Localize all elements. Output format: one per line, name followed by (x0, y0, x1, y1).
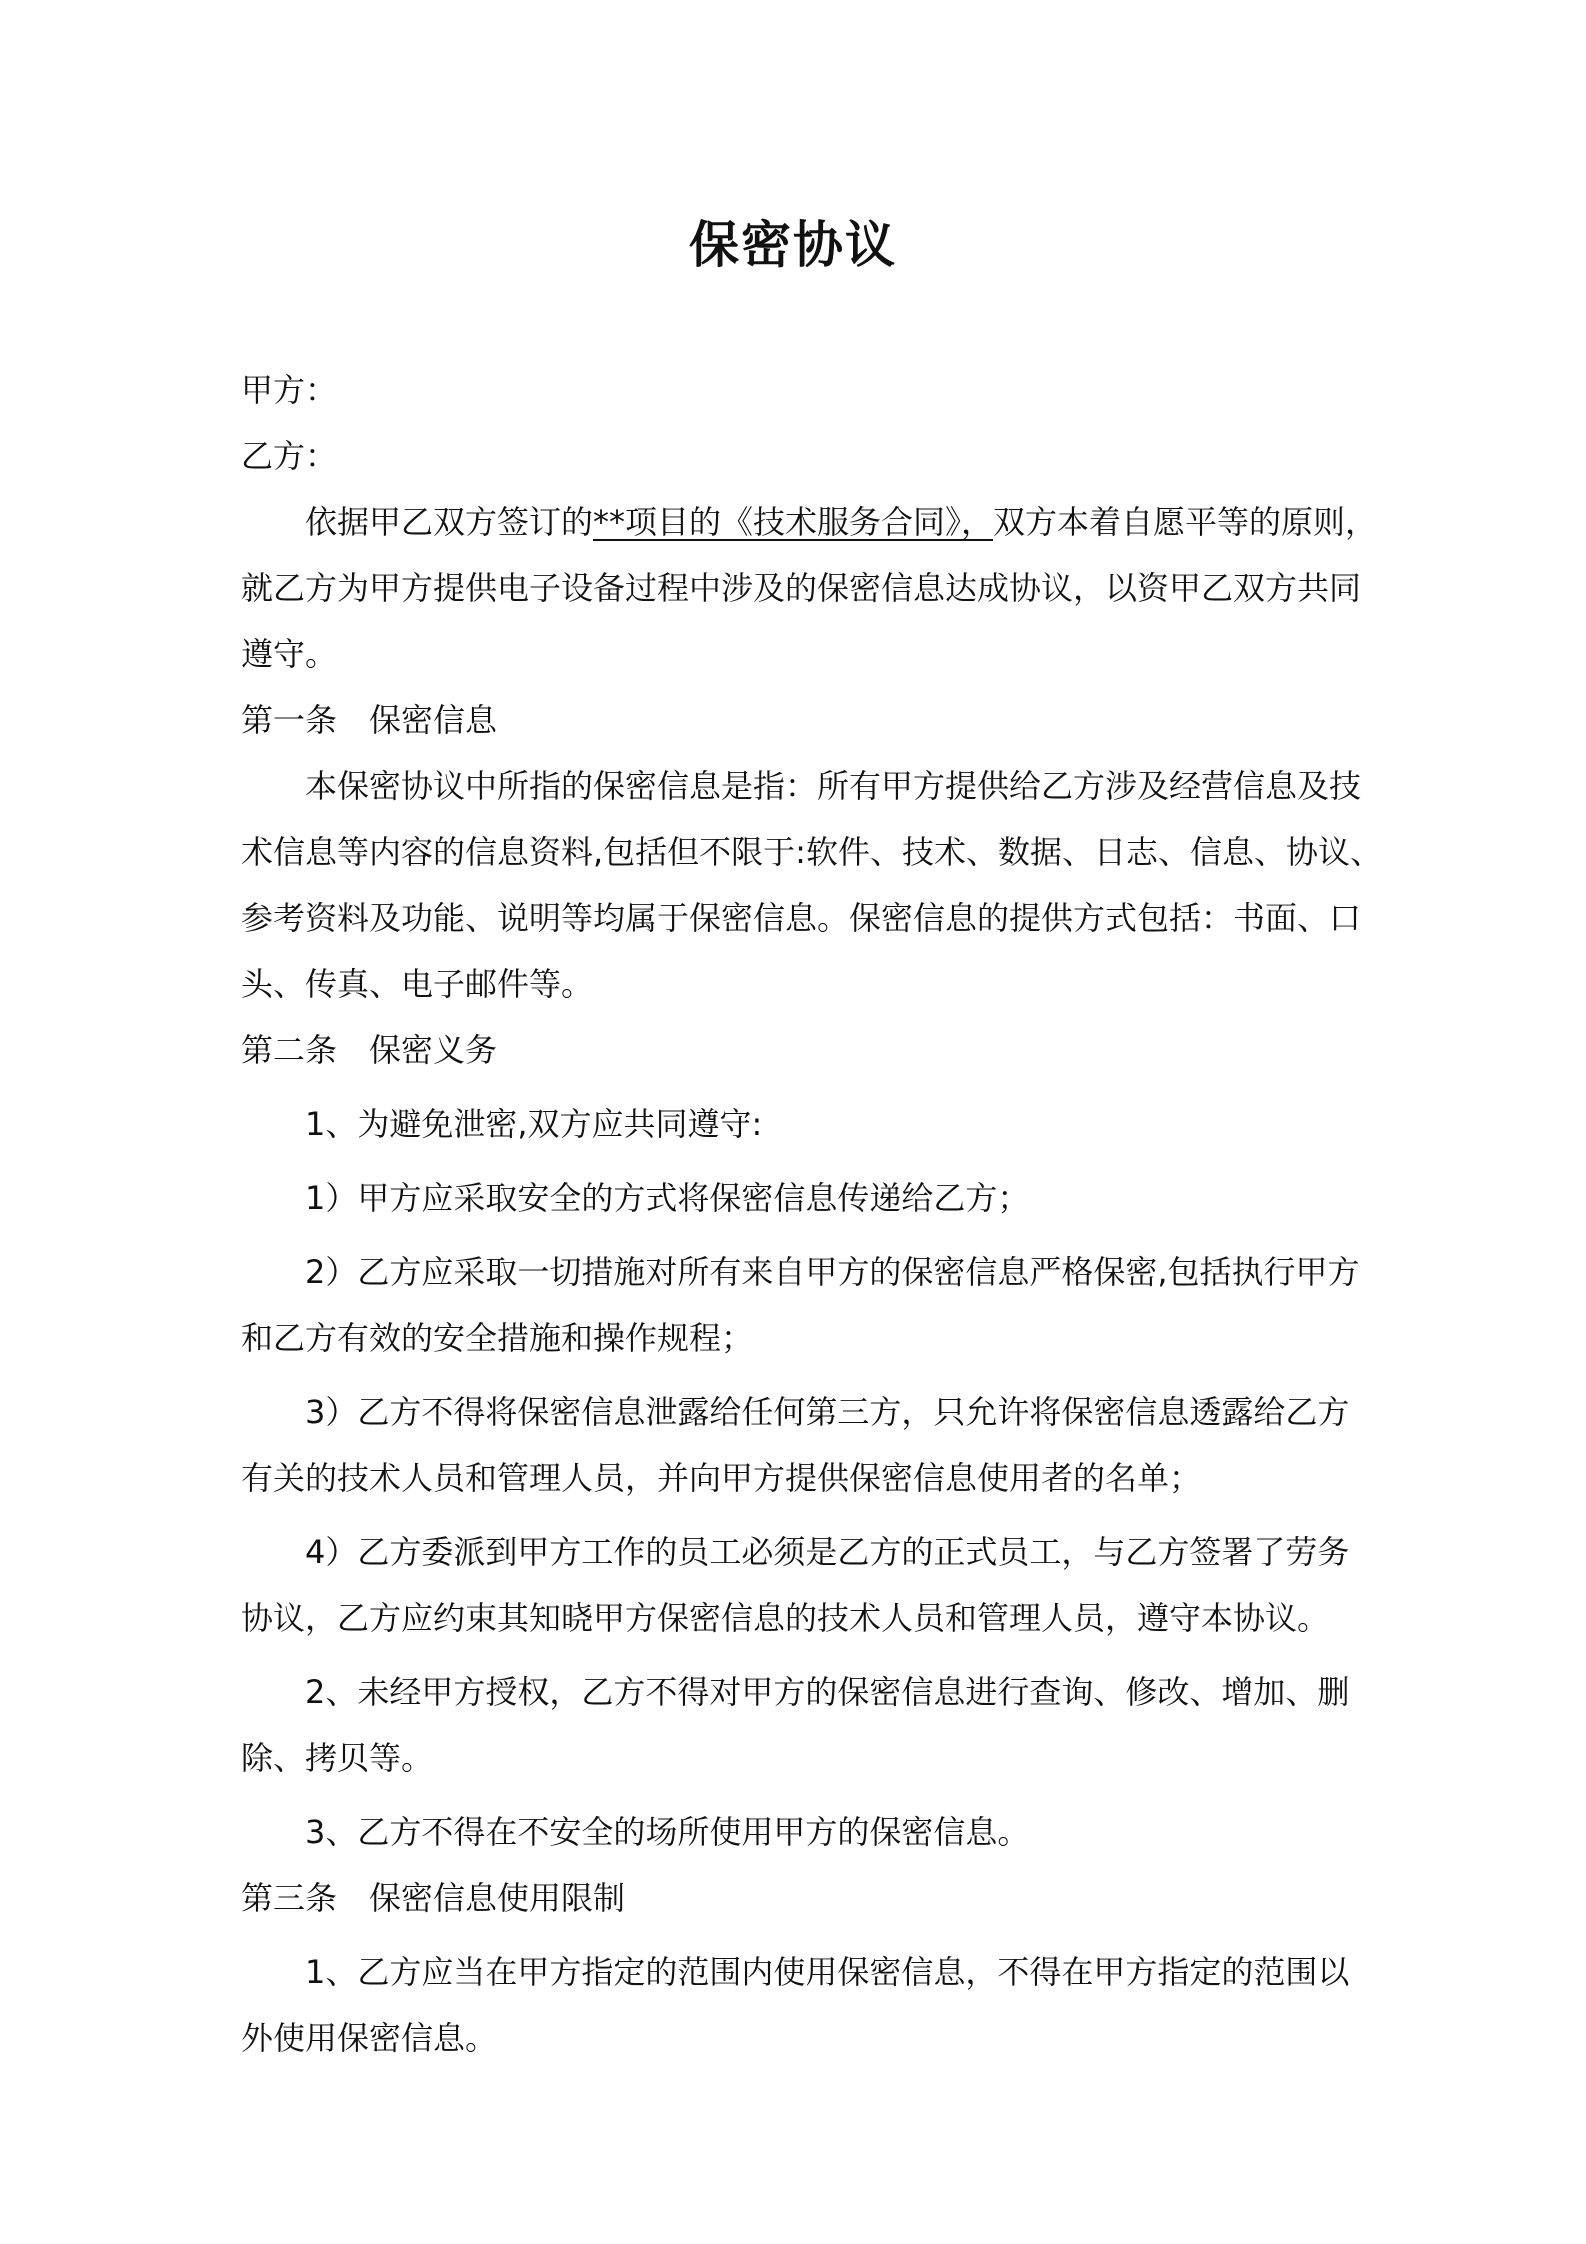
contract-reference: **项目的《技术服务合同》， (593, 503, 994, 541)
document-body (241, 357, 1382, 2071)
article-2-item-2: 2、未经甲方授权，乙方不得对甲方的保密信息进行查询、修改、增加、删 除、拷贝等。 (241, 1673, 1350, 1777)
party-a-label: 甲方： (241, 371, 338, 409)
article-2-sub-3: 3）乙方不得将保密信息泄露给任何第三方，只允许将保密信息透露给乙方 有关的技术人员和管理人员，并向甲方提供保密信息使用者的名单； (241, 1393, 1350, 1497)
article-1-line: 参考资料及功能、说明等均属于保密信息。保密信息的提供方式包括：书面、口 (241, 899, 1362, 937)
article-1-title: 保密信息 (369, 701, 498, 739)
article-2-heading (241, 1017, 1359, 1083)
preamble-line-3: 遵守。 (241, 635, 338, 673)
article-1-line: 头、传真、电子邮件等。 (241, 965, 594, 1003)
article-1-line: 术信息等内容的信息资料,包括但不限于:软件、技术、数据、日志、信息、协议、 (241, 833, 1382, 871)
preamble-line-2: 就乙方为甲方提供电子设备过程中涉及的保密信息达成协议，以资甲乙双方共同 (241, 569, 1362, 607)
party-b-label: 乙方： (241, 437, 338, 475)
article-3-number: 第三条 (241, 1879, 338, 1917)
article-2-number: 第二条 (241, 1031, 338, 1069)
article-2-sub-1: 1）甲方应采取安全的方式将保密信息传递给乙方； (305, 1179, 1030, 1217)
preamble-text-start: 依据甲乙双方签订的 (305, 503, 594, 541)
article-1-paragraph (241, 753, 1382, 1017)
article-2-sub-4: 4）乙方委派到甲方工作的员工必须是乙方的正式员工，与乙方签署了劳务 协议，乙方应约束其知晓甲方保密信息的技术人员和管理人员，遵守本协议。 (241, 1533, 1350, 1637)
article-2-sub-2: 2）乙方应采取一切措施对所有来自甲方的保密信息严格保密,包括执行甲方 和乙方有效的安全措施和操作规程； (241, 1253, 1360, 1357)
article-1-line: 本保密协议中所指的保密信息是指：所有甲方提供给乙方涉及经营信息及技 (305, 767, 1362, 805)
article-1-number: 第一条 (241, 701, 338, 739)
article-2-item-1: 1、为避免泄密,双方应共同遵守: (305, 1105, 763, 1143)
article-2-title: 保密义务 (369, 1031, 498, 1069)
preamble-text-end: 双方本着自愿平等的原则， (993, 503, 1378, 541)
article-3-title: 保密信息使用限制 (369, 1879, 626, 1917)
article-1-heading (241, 687, 1359, 753)
article-2-item-3: 3、乙方不得在不安全的场所使用甲方的保密信息。 (305, 1813, 1030, 1851)
preamble-paragraph (241, 489, 1378, 687)
article-3-heading (241, 1865, 1359, 1931)
document-title: 保密协议 (689, 216, 897, 274)
article-3-item-1: 1、乙方应当在甲方指定的范围内使用保密信息，不得在甲方指定的范围以 外使用保密信息。 (241, 1953, 1350, 2057)
